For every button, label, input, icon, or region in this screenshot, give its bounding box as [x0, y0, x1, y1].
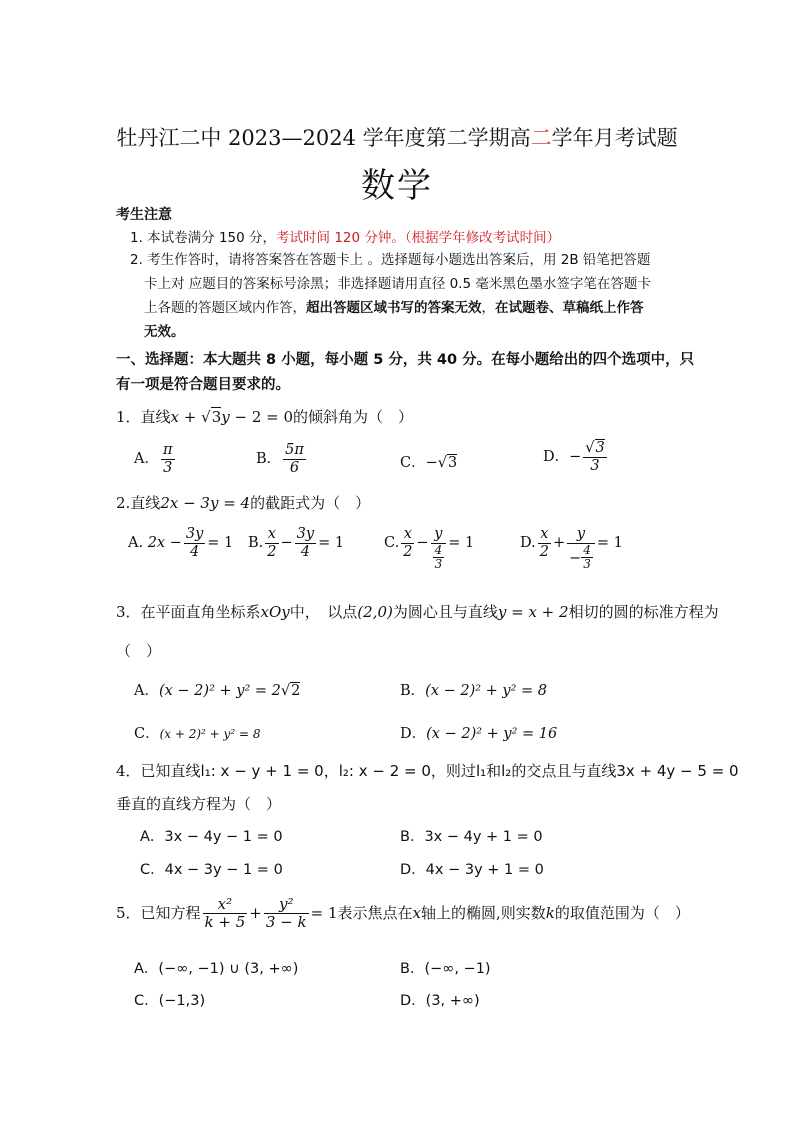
- q4-c-label: C．: [140, 862, 165, 878]
- q2-option-a[interactable]: [128, 526, 233, 560]
- q4-text-1: 4．已知直线: [116, 762, 201, 780]
- q3-text-1: 3．在平面直角坐标系: [116, 603, 261, 621]
- q2-b-den2: 4: [300, 543, 310, 560]
- q2-d-den2-num: 4: [583, 542, 591, 557]
- q2-option-c[interactable]: [384, 526, 474, 572]
- q2-b-den1: 2: [267, 543, 277, 560]
- q1-eq-tail: − 2 = 0: [229, 408, 294, 426]
- q4-l2: l₂: x − 2 = 0: [338, 762, 431, 780]
- question-1-stem: 1．直线x + √3y − 2 = 0的倾斜角为（ ）: [116, 408, 414, 426]
- q5-text-1: 5．已知方程: [116, 903, 201, 922]
- q4-b-eq: 3x − 4y + 1 = 0: [424, 829, 543, 845]
- q4-d-eq: 4x − 3y + 1 = 0: [425, 862, 544, 878]
- q5-k: k: [545, 903, 555, 922]
- notice-heading: 考生注意: [116, 207, 172, 223]
- q5-option-b[interactable]: [400, 957, 491, 978]
- q4-option-d[interactable]: [400, 858, 544, 879]
- q2-a-num: 3y: [185, 526, 204, 542]
- q1-eq-x: x: [170, 408, 180, 426]
- q2-c-den2-num: 4: [434, 542, 443, 557]
- q4-option-c[interactable]: [140, 858, 283, 879]
- q2-c-num2: y: [431, 526, 447, 544]
- q3-text-4: 相切的圆的标准方程为: [568, 603, 719, 621]
- q3-option-a[interactable]: A．(x − 2)² + y² = 2√2: [134, 683, 301, 699]
- question-5-stem: [116, 896, 690, 932]
- question-3-stem-line-1: [116, 601, 719, 622]
- q1-b-den: 6: [289, 459, 300, 476]
- q3-d-eq: (x − 2)² + y² = 16: [426, 726, 558, 742]
- q5-option-c[interactable]: [134, 989, 205, 1010]
- exam-title: [0, 122, 794, 152]
- q2-c-num1: x: [401, 526, 414, 544]
- section-1-heading-line-2: 有一项是符合题目要求的。: [116, 377, 290, 393]
- question-2-stem: [116, 492, 370, 513]
- notice-item-2-line-4: 无效。: [144, 324, 185, 340]
- q5-a-label: A．: [134, 961, 159, 977]
- q1-b-num: 5π: [285, 442, 304, 458]
- q4-and: 和: [486, 762, 502, 780]
- q4-d-label: D．: [400, 862, 426, 878]
- q2-b-num1: x: [265, 526, 278, 544]
- q2-a-den: 4: [189, 543, 200, 560]
- q4-l1: l₁: x − y + 1 = 0: [200, 762, 324, 780]
- q2-d-post: = 1: [596, 535, 623, 552]
- q1-option-c[interactable]: C．−√3: [400, 455, 458, 471]
- q2-c-den1: 2: [403, 543, 413, 560]
- q5-a-val: (−∞, −1) ∪ (3, +∞): [158, 961, 299, 977]
- q4-a-eq: 3x − 4y − 1 = 0: [164, 829, 283, 845]
- q2-d-num2: y: [567, 526, 595, 544]
- notice-line-3-bold-2: 在试题卷、草稿纸上作答: [495, 300, 644, 316]
- notice-line-3-sep: ，: [481, 300, 495, 316]
- q3-b-label: B．: [400, 683, 426, 699]
- q5-c-val: (−1,3): [158, 993, 206, 1009]
- q1-eq-y: y: [221, 408, 230, 426]
- q4-option-a[interactable]: [140, 825, 283, 846]
- q5-x: x: [412, 903, 421, 922]
- notice-item-1: [130, 226, 560, 246]
- q1-a-label: A．: [134, 451, 159, 468]
- q3-point: (2,0): [357, 603, 393, 621]
- title-text: 牡丹江二中 2023—2024 学年度第二学期高: [116, 126, 531, 150]
- q3-option-b[interactable]: [400, 679, 547, 700]
- q1-c-sqrt: 3: [448, 455, 458, 471]
- q2-b-label: B.: [248, 535, 264, 552]
- q5-b-val: (−∞, −1): [424, 961, 491, 977]
- q2-d-label: D.: [520, 535, 536, 552]
- q2-a-pre: 2x −: [147, 535, 182, 552]
- q1-d-label: D．: [543, 449, 570, 466]
- q5-plus: +: [249, 903, 262, 922]
- q4-l2-ref: l₂: [501, 762, 512, 780]
- q3-d-label: D．: [400, 726, 427, 742]
- q5-num1: x²: [203, 896, 248, 914]
- q1-a-num: π: [162, 442, 173, 458]
- q1-b-label: B．: [256, 451, 282, 468]
- q2-d-den2-den: 3: [583, 557, 591, 572]
- q4-c-eq: 4x − 3y − 1 = 0: [164, 862, 283, 878]
- q3-c-eq: (x + 2)² + y² = 8: [159, 727, 261, 741]
- q2-a-label: A.: [128, 535, 144, 552]
- q4-eq: 3x + 4y − 5 = 0: [616, 762, 739, 780]
- q2-tail: 的截距式为（ ）: [250, 494, 371, 512]
- q4-b-label: B．: [400, 829, 425, 845]
- q1-num: 1．直线: [116, 408, 171, 426]
- q5-den1: k + 5: [204, 913, 246, 932]
- q3-text-2: 中， 以点: [289, 603, 358, 621]
- q5-option-a[interactable]: [134, 957, 298, 978]
- q1-a-den: 3: [163, 459, 173, 476]
- subject-title: 数学: [361, 166, 433, 206]
- notice-item-1-red: 考试时间 120 分钟。（根据学年修改考试时间）: [276, 230, 561, 246]
- q2-d-den2-minus: −: [569, 549, 582, 566]
- q1-d-sqrt: 3: [595, 440, 605, 456]
- q2-c-label: C.: [384, 535, 400, 552]
- q4-text-2: ，则过: [430, 762, 476, 780]
- notice-item-2-line-3: [144, 296, 644, 316]
- q3-a-sqrt: 2: [291, 683, 301, 699]
- q2-option-d[interactable]: [520, 526, 623, 572]
- q1-eq-sqrt: 3: [211, 408, 222, 426]
- question-4-stem-line-1: [116, 760, 739, 781]
- title-text-tail: 学年月考试题: [551, 126, 678, 150]
- q3-a-eq: (x − 2)² + y² = 2: [158, 683, 281, 699]
- title-grade-highlight: 二: [530, 126, 552, 150]
- q1-eq-plus: +: [179, 408, 202, 426]
- question-3-stem-line-2: （ ）: [116, 642, 162, 660]
- q1-c-minus: −: [425, 455, 438, 471]
- q5-d-label: D．: [400, 993, 426, 1009]
- q2-b-mid: −: [280, 535, 293, 552]
- q2-b-num2: 3y: [296, 526, 315, 542]
- notice-line-3-text: 上各题的答题区域内作答，: [144, 300, 306, 316]
- q1-option-b[interactable]: [256, 442, 308, 476]
- q5-den2: 3 − k: [265, 913, 307, 932]
- question-4-stem-line-2: 垂直的直线方程为（ ）: [116, 795, 282, 813]
- q2-num: 2.直线: [116, 494, 161, 512]
- q5-eq: = 1: [310, 903, 338, 922]
- q4-option-b[interactable]: [400, 825, 543, 846]
- q2-c-den2-den: 3: [434, 557, 443, 572]
- notice-line-3-bold-1: 超出答题区域书写的答案无效: [306, 300, 482, 316]
- q1-option-a[interactable]: [134, 442, 177, 476]
- q5-option-d[interactable]: [400, 989, 480, 1010]
- q5-text-4: 的取值范围为（ ）: [554, 903, 690, 922]
- q3-c-label: C．: [134, 726, 160, 742]
- q2-a-post: = 1: [207, 535, 234, 552]
- q2-d-mid: +: [552, 535, 566, 552]
- q2-c-mid: −: [416, 535, 429, 552]
- q4-sep: ，: [323, 762, 339, 780]
- q3-option-d[interactable]: [400, 722, 557, 743]
- q3-xoy: xOy: [260, 603, 290, 621]
- q5-text-2: 表示焦点在: [337, 903, 413, 922]
- q3-text-3: 为圆心且与直线: [392, 603, 498, 621]
- q2-option-b[interactable]: [248, 526, 344, 560]
- q2-b-post: = 1: [318, 535, 345, 552]
- q2-eq: 2x − 3y = 4: [160, 494, 251, 512]
- q3-b-eq: (x − 2)² + y² = 8: [425, 683, 548, 699]
- q5-d-val: (3, +∞): [425, 993, 480, 1009]
- q4-text-3: 的交点且与直线: [511, 762, 617, 780]
- q2-d-den1: 2: [539, 543, 549, 560]
- q3-line-eq: y = x + 2: [497, 603, 569, 621]
- q1-tail: 的倾斜角为（ ）: [293, 408, 414, 426]
- q3-option-c[interactable]: [134, 722, 260, 743]
- q1-d-den: 3: [590, 457, 600, 474]
- section-1-heading-line-1: 一、选择题：本大题共 8 小题，每小题 5 分，共 40 分。在每小题给出的四个选项中，只: [116, 352, 695, 368]
- q4-l1-ref: l₁: [475, 762, 487, 780]
- q5-text-3: 轴上的椭圆,则实数: [421, 903, 546, 922]
- q5-num2: y²: [264, 896, 309, 914]
- q3-a-label: A．: [134, 683, 159, 699]
- notice-item-1-text: 1. 本试卷满分 150 分，: [130, 230, 277, 246]
- q1-d-minus: −: [569, 449, 582, 466]
- notice-item-2-line-2: 卡上对 应题目的答案标号涂黑；非选择题请用直径 0.5 毫米黑色墨水签字笔在答题卡: [144, 276, 651, 292]
- q1-c-label: C．: [400, 455, 426, 471]
- q2-d-num1: x: [538, 526, 551, 544]
- q2-c-post: = 1: [448, 535, 475, 552]
- q4-a-label: A．: [140, 829, 165, 845]
- q1-option-d[interactable]: D．− $\frac{√3}{3}$: [543, 440, 605, 474]
- q5-b-label: B．: [400, 961, 425, 977]
- q5-c-label: C．: [134, 993, 159, 1009]
- notice-item-2-line-1: 2. 考生作答时，请将答案答在答题卡上 。选择题每小题选出答案后，用 2B 铅笔把答题: [130, 252, 651, 268]
